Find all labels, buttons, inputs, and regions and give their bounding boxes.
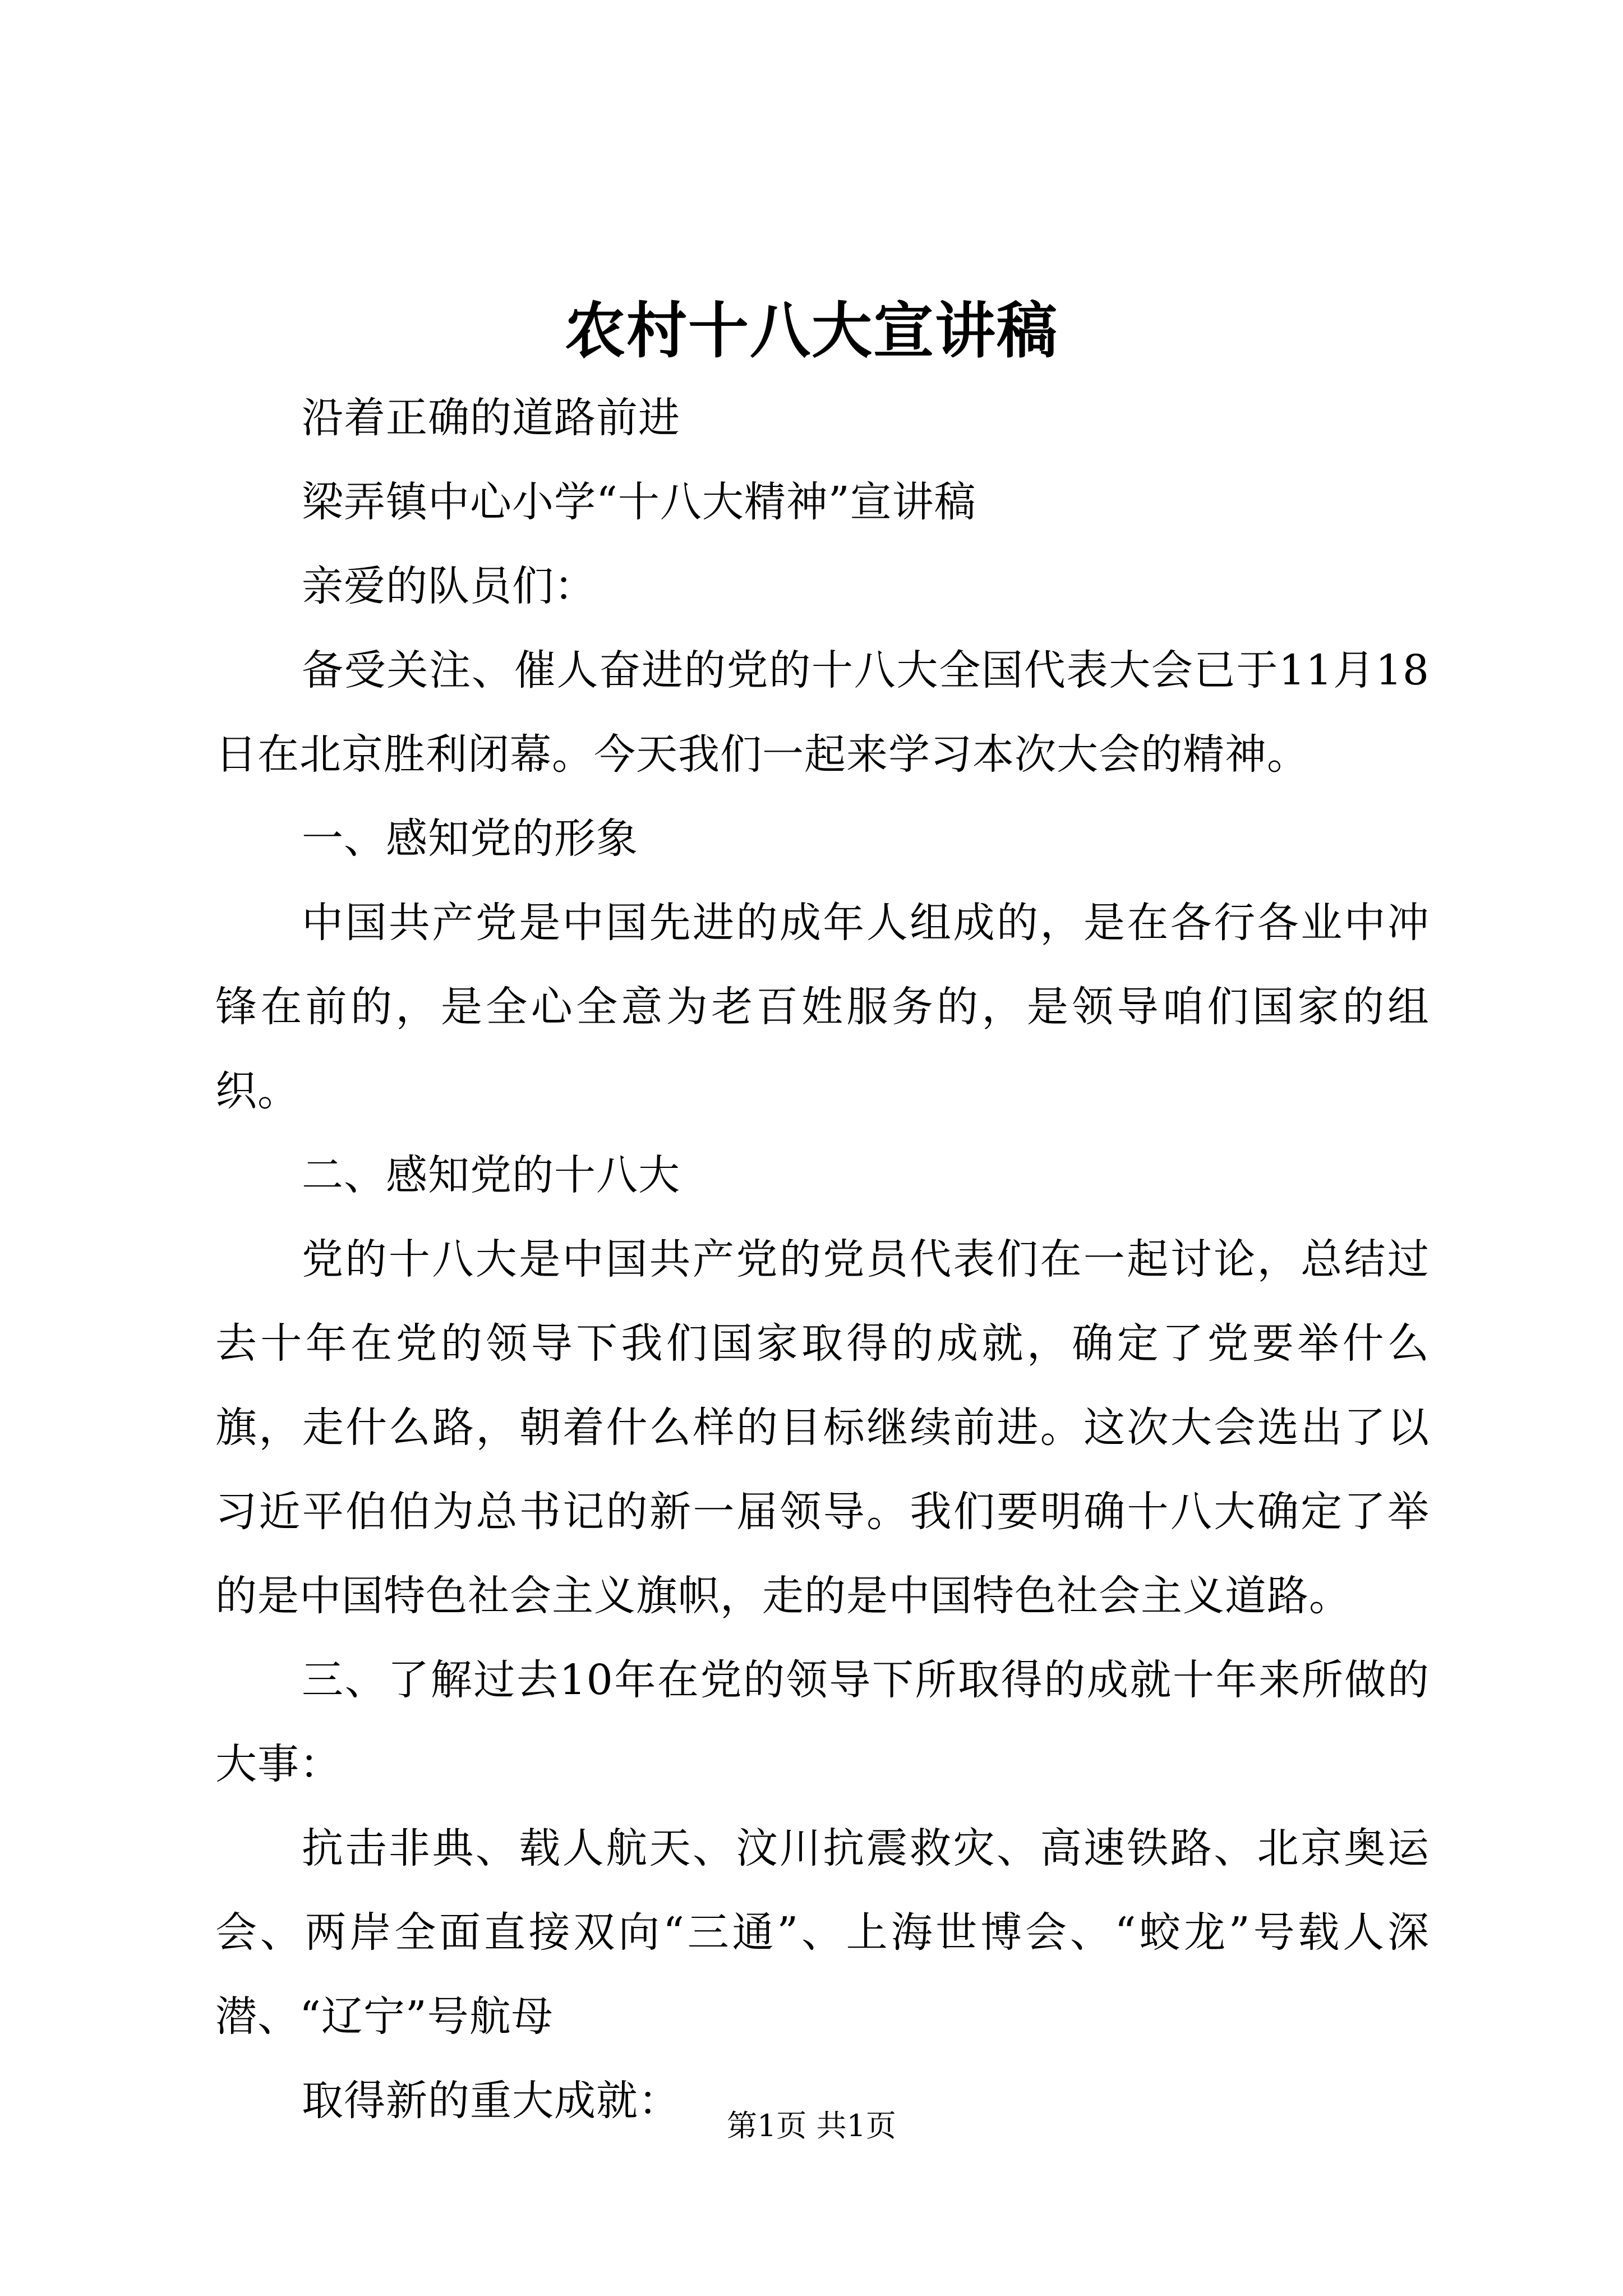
document-body — [215, 376, 1430, 2143]
section-heading-2: 二、感知党的十八大 — [302, 1151, 680, 1199]
section-heading-1: 一、感知党的形象 — [302, 815, 638, 863]
paragraph-party-image: 中国共产党是中国先进的成年人组成的，是在各行各业中冲锋在前的，是全心全意为老百姓服务的，是领导咱们国家的组织。 — [215, 899, 1430, 1115]
paragraph-speech-heading: 梁弄镇中心小学“十八大精神”宣讲稿 — [302, 478, 976, 526]
page-footer: 第1页 共1页 — [727, 2108, 896, 2143]
paragraph-subtitle: 沿着正确的道路前进 — [302, 394, 680, 442]
paragraph-new-achievements: 取得新的重大成就： — [302, 2077, 680, 2125]
paragraph-achievements-list: 抗击非典、载人航天、汶川抗震救灾、高速铁路、北京奥运会、两岸全面直接双向“三通”、上海世博会、“蛟龙”号载人深潜、“辽宁”号航母 — [215, 1824, 1430, 2041]
section-heading-3: 三、了解过去10年在党的领导下所取得的成就十年来所做的大事： — [215, 1656, 1430, 1788]
paragraph-intro: 备受关注、催人奋进的党的十八大全国代表大会已于11月18日在北京胜利闭幕。今天我们一起来学习本次大会的精神。 — [215, 646, 1430, 779]
document-title: 农村十八大宣讲稿 — [564, 296, 1058, 366]
paragraph-greeting: 亲爱的队员们： — [302, 562, 596, 610]
paragraph-congress: 党的十八大是中国共产党的党员代表们在一起讨论，总结过去十年在党的领导下我们国家取得的成就，确定了党要举什么旗，走什么路，朝着什么样的目标继续前进。这次大会选出了以习近平伯伯为总书记的新一届领导。我们要明确十八大确定了举的是中国特色社会主义旗帜，走的是中国特色社会主义道路。 — [215, 1235, 1430, 1620]
